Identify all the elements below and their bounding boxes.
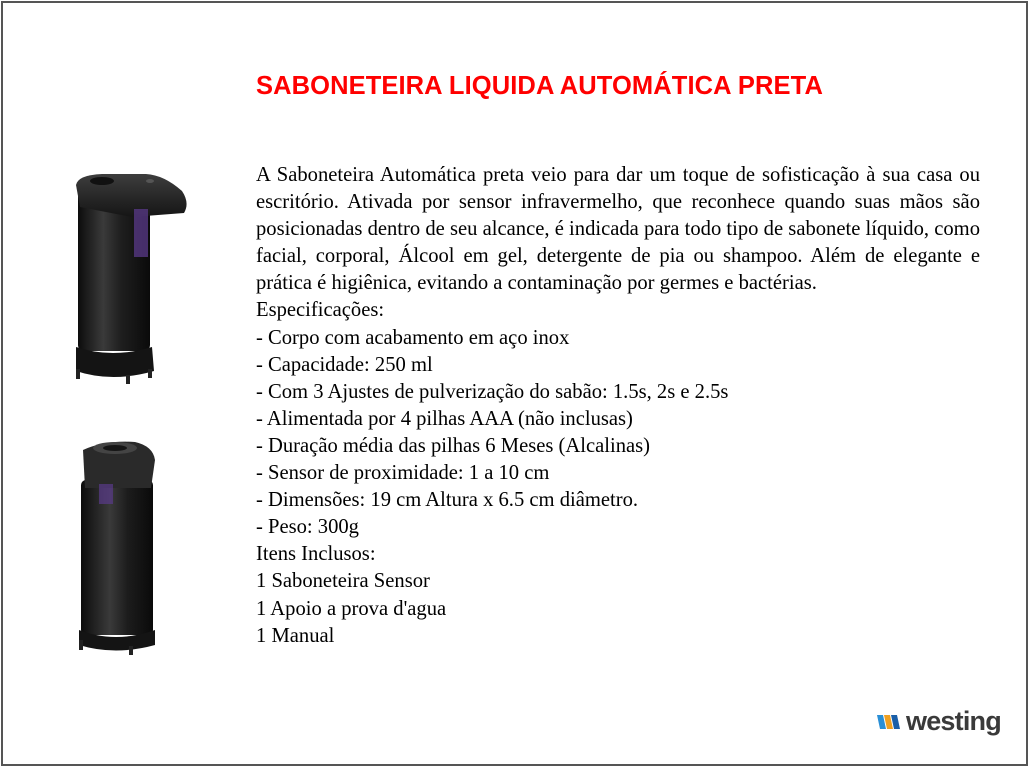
spec-item: - Corpo com acabamento em aço inox <box>256 326 570 349</box>
spec-item: - Capacidade: 250 ml <box>256 353 433 376</box>
included-item: 1 Apoio a prova d'agua <box>256 597 447 620</box>
spec-item: - Alimentada por 4 pilhas AAA (não inclusas) <box>256 407 633 430</box>
page-title: SABONETEIRA LIQUIDA AUTOMÁTICA PRETA <box>256 72 823 100</box>
product-image-front <box>72 171 192 386</box>
included-item: 1 Saboneteira Sensor <box>256 570 430 593</box>
brand-logo <box>877 703 1001 739</box>
page-frame <box>1 1 1028 766</box>
included-heading: Itens Inclusos: <box>256 543 376 566</box>
product-description-block <box>256 162 980 650</box>
spec-item: - Peso: 300g <box>256 516 359 539</box>
brand-logo-text: westing <box>906 705 1001 736</box>
spec-item: - Com 3 Ajustes de pulverização do sabão: 1.5s, 2s e 2.5s <box>256 380 729 403</box>
spec-item: - Sensor de proximidade: 1 a 10 cm <box>256 462 550 485</box>
product-image-side <box>75 440 165 658</box>
included-item: 1 Manual <box>256 624 335 647</box>
spec-item: - Duração média das pilhas 6 Meses (Alcalinas) <box>256 434 651 457</box>
spec-item: - Dimensões: 19 cm Altura x 6.5 cm diâmetro. <box>256 489 639 512</box>
specs-heading: Especificações: <box>256 299 385 322</box>
brand-mark-icon <box>877 711 903 731</box>
product-description: A Saboneteira Automática preta veio para dar um toque de sofisticação à sua casa ou escritório. Ativada por sensor infravermelho, que reconhece quando suas mãos são posicionadas dentro de seu alcance, é indicada para todo tipo de sabonete líquido, como facial, corporal, Álcool em gel, detergente de pia ou shampoo. Além de elegante e prática é higiênica, evitando a contaminação por germes e bactérias. <box>256 164 980 295</box>
